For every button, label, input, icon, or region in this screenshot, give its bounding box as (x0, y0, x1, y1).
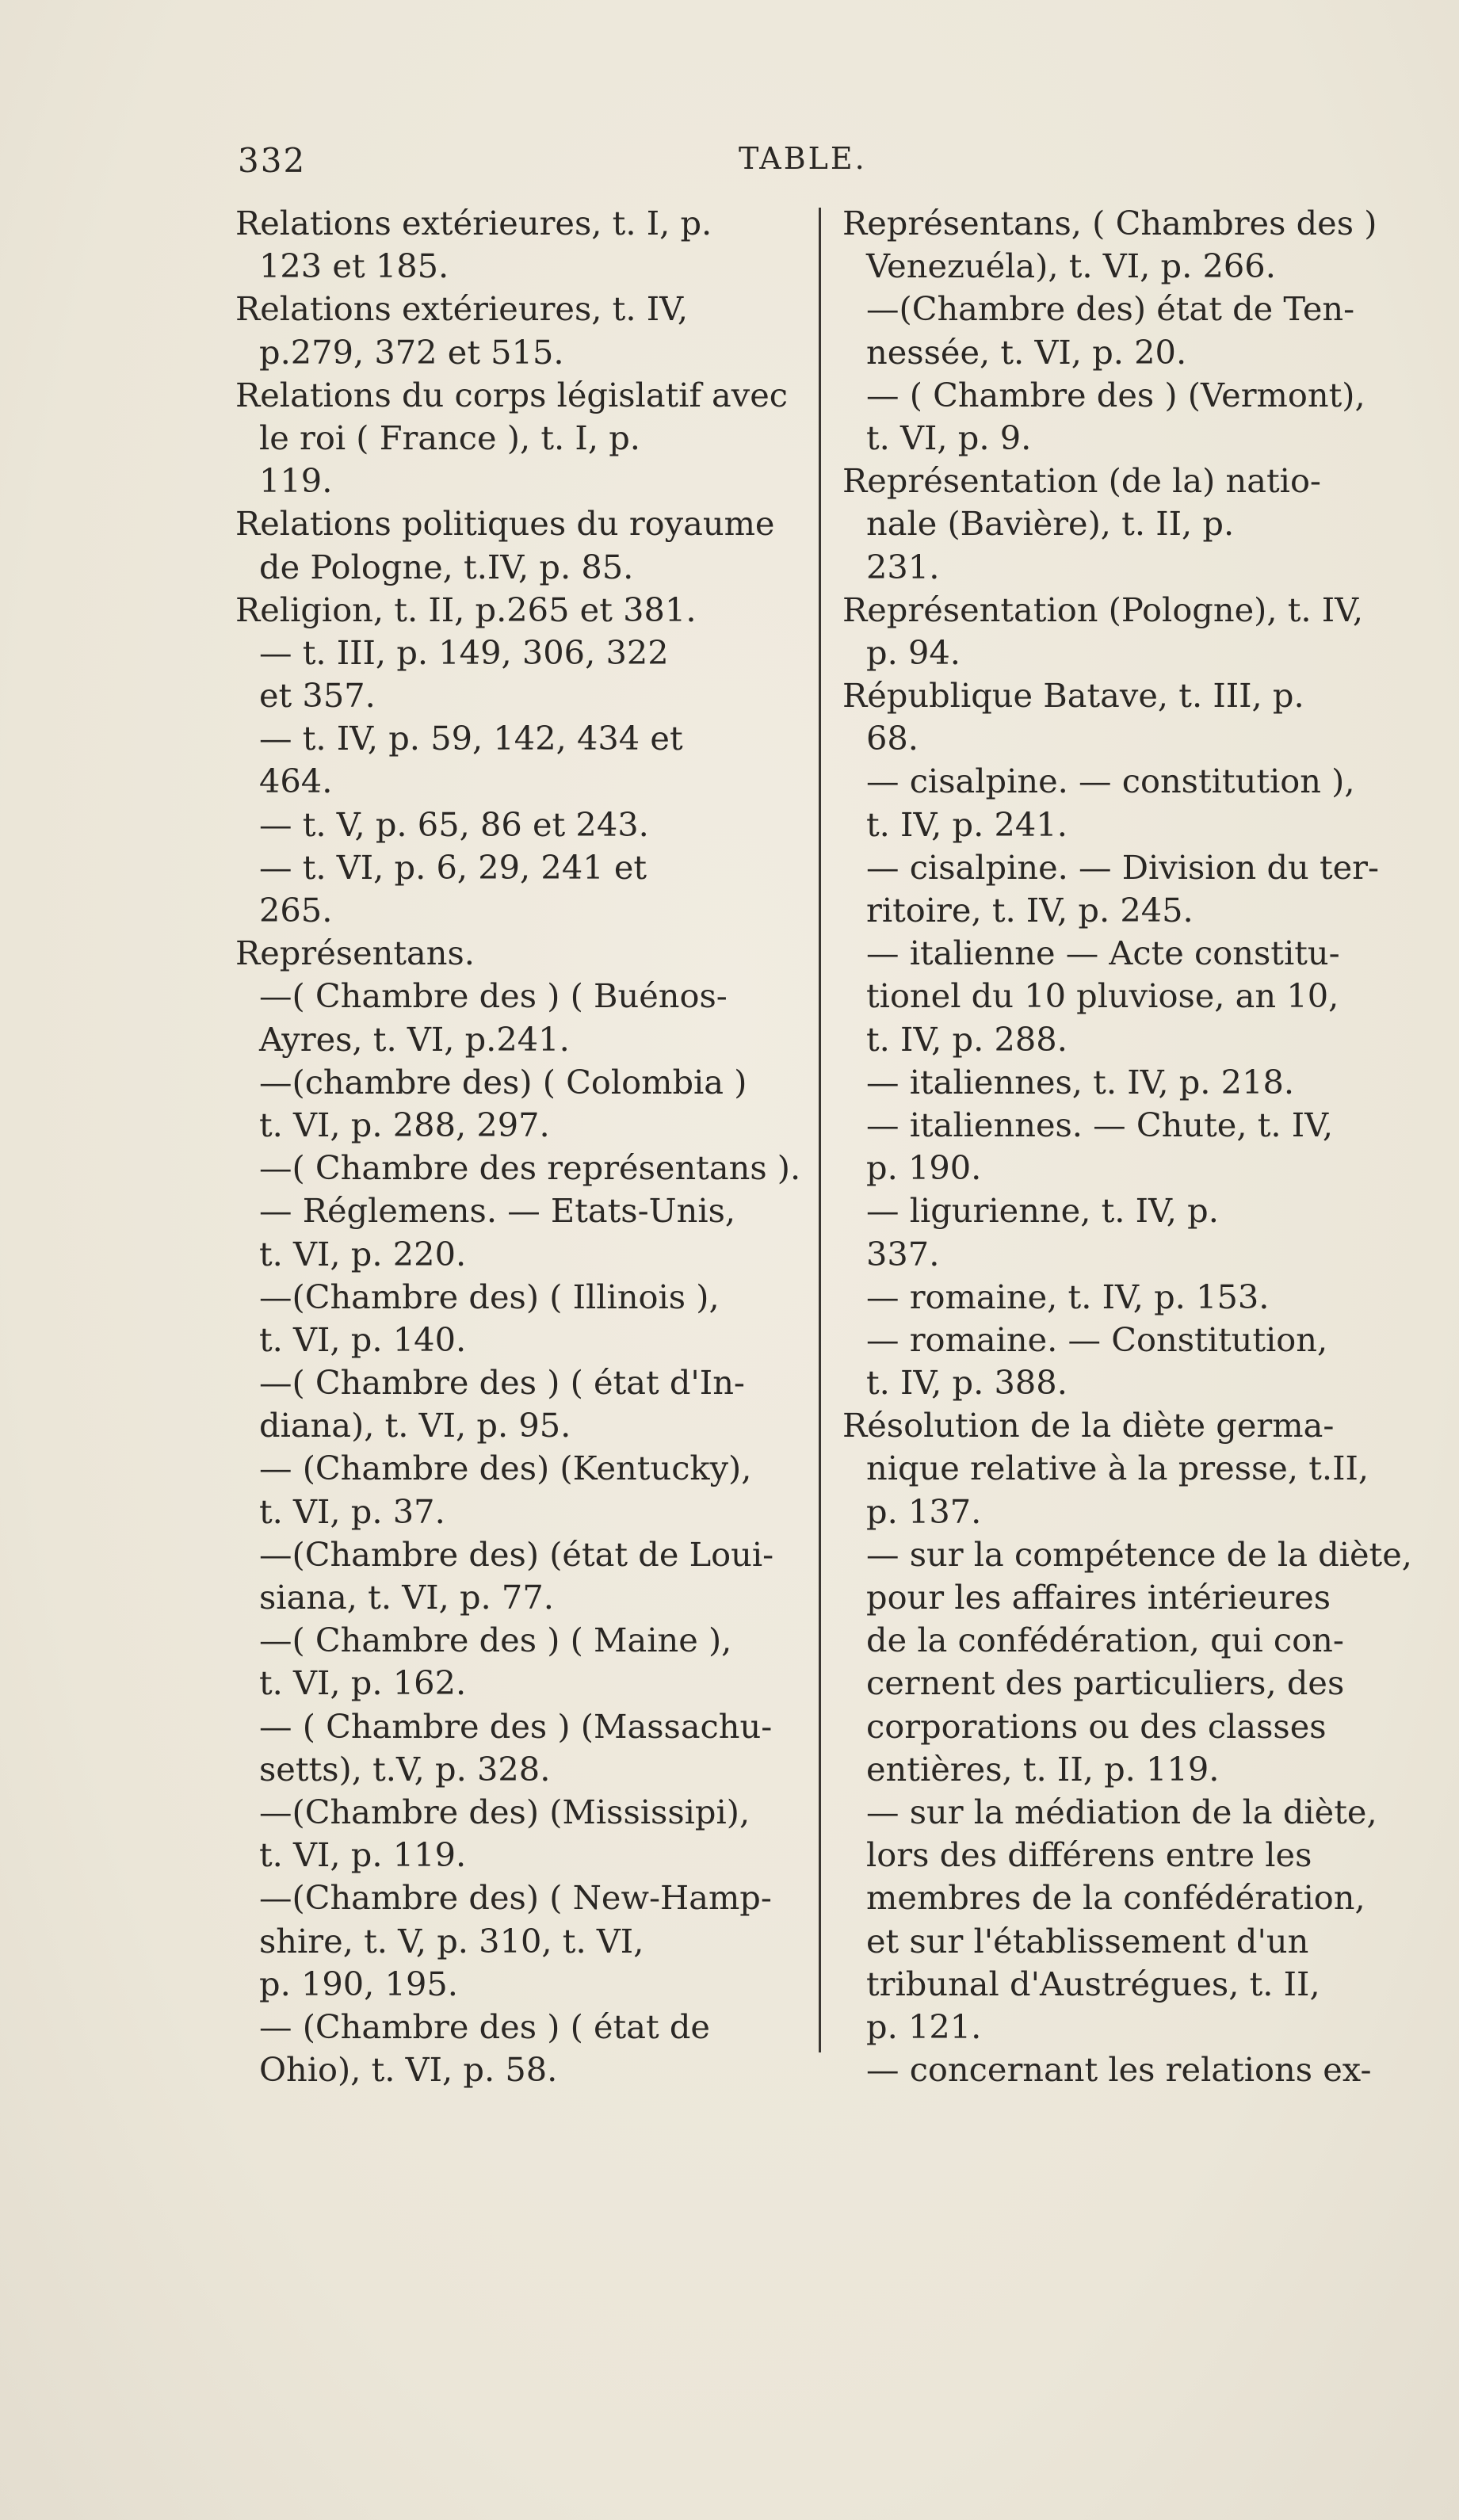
index-entry-line: Relations du corps législatif avec (235, 375, 789, 414)
index-entry-line: —(Chambre des) ( New-Hamp- (259, 1878, 772, 1918)
index-entry-line: p. 190. (866, 1148, 982, 1188)
index-entry-line: —(Chambre des) (état de Loui- (259, 1534, 774, 1574)
index-entry-line: Relations extérieures, t. I, p. (235, 204, 712, 242)
index-entry-line: 68. (866, 719, 919, 758)
index-entry-line: p. 137. (866, 1491, 982, 1531)
index-entry-line: Représentation (Pologne), t. IV, (842, 590, 1364, 629)
index-entry-line: Ayres, t. VI, p.241. (259, 1019, 570, 1059)
index-entry-line: pour les affaires intérieures (866, 1578, 1331, 1617)
index-entry-line: t. VI, p. 288, 297. (259, 1105, 550, 1144)
index-entry-line: —( Chambre des ) ( Maine ), (259, 1621, 732, 1660)
index-entry-line: 123 et 185. (259, 246, 449, 286)
index-entry-line: — ( Chambre des ) (Vermont), (866, 375, 1365, 414)
index-entry-line: t. VI, p. 220. (259, 1234, 467, 1273)
index-entry-line: cernent des particuliers, des (866, 1663, 1345, 1703)
index-entry-line: t. VI, p. 140. (259, 1319, 467, 1359)
index-entry-line: — ligurienne, t. IV, p. (866, 1191, 1219, 1231)
index-entry-line: —(chambre des) ( Colombia ) (259, 1062, 747, 1102)
index-entry-line: t. VI, p. 162. (259, 1663, 467, 1703)
index-entry-line: —(Chambre des) (Mississipi), (259, 1792, 751, 1831)
index-entry-line: — concernant les relations ex- (866, 2050, 1372, 2090)
index-entry-line: —(Chambre des) état de Ten- (866, 289, 1355, 329)
index-entry-line: — t. III, p. 149, 306, 322 (259, 632, 669, 672)
index-entry-line: — italienne — Acte constitu- (866, 934, 1340, 973)
index-entry-line: ritoire, t. IV, p. 245. (866, 891, 1194, 930)
index-entry-line: — cisalpine. — constitution ), (866, 762, 1355, 801)
index-entry-line: corporations ou des classes (866, 1706, 1327, 1746)
index-entry-line: — t. V, p. 65, 86 et 243. (259, 804, 649, 844)
index-entry-line: —( Chambre des ) ( Buénos- (259, 976, 728, 1016)
index-entry-line: — Réglemens. — Etats-Unis, (259, 1191, 736, 1231)
index-entry-line: — italiennes. — Chute, t. IV, (866, 1105, 1334, 1144)
index-entry-line: t. IV, p. 388. (866, 1363, 1068, 1403)
index-entry-line: 464. (259, 762, 333, 801)
index-entry-line: de Pologne, t.IV, p. 85. (259, 547, 634, 586)
index-entry-line: t. VI, p. 9. (866, 418, 1032, 457)
index-entry-line: nessée, t. VI, p. 20. (866, 332, 1187, 372)
index-entry-line: lors des différens entre les (866, 1835, 1312, 1875)
index-entry-line: Venezuéla), t. VI, p. 266. (866, 246, 1276, 286)
index-entry-line: Représentans, ( Chambres des ) (842, 204, 1377, 242)
index-entry-line: et 357. (259, 676, 376, 716)
index-entry-line: — t. VI, p. 6, 29, 241 et (259, 847, 647, 887)
index-entry-line: Résolution de la diète germa- (842, 1406, 1335, 1445)
index-entry-line: — sur la compétence de la diète, (866, 1534, 1412, 1574)
index-entry-line: — romaine, t. IV, p. 153. (866, 1277, 1270, 1316)
index-entry-line: entières, t. II, p. 119. (866, 1749, 1220, 1789)
index-entry-line: t. IV, p. 288. (866, 1019, 1068, 1059)
index-entry-line: nique relative à la presse, t.II, (866, 1449, 1369, 1488)
page-header (238, 141, 867, 189)
index-column-right (842, 202, 1421, 2091)
index-entry-line: République Batave, t. III, p. (842, 676, 1304, 716)
page-number: 332 (238, 141, 307, 180)
index-entry-line: — italiennes, t. IV, p. 218. (866, 1062, 1295, 1102)
index-entry-line: — t. IV, p. 59, 142, 434 et (259, 719, 683, 758)
running-title: TABLE. (739, 141, 867, 176)
index-entry-line: —(Chambre des) ( Illinois ), (259, 1277, 720, 1316)
index-entry-line: le roi ( France ), t. I, p. (259, 418, 640, 457)
index-entry-line: t. IV, p. 241. (866, 804, 1068, 844)
index-entry-line: membres de la confédération, (866, 1878, 1365, 1918)
index-entry-line: — (Chambre des) (Kentucky), (259, 1449, 752, 1488)
index-entry-line: shire, t. V, p. 310, t. VI, (259, 1921, 644, 1961)
column-divider (819, 208, 821, 2052)
index-entry-line: Relations politiques du royaume (235, 504, 775, 544)
index-entry-line: — romaine. — Constitution, (866, 1319, 1328, 1359)
index-entry-line: tionel du 10 pluviose, an 10, (866, 976, 1339, 1016)
index-entry-line: Représentation (de la) natio- (842, 461, 1321, 501)
index-entry-line: siana, t. VI, p. 77. (259, 1578, 554, 1617)
index-entry-line: — sur la médiation de la diète, (866, 1792, 1377, 1831)
index-entry-line: 337. (866, 1234, 940, 1273)
index-entry-line: setts), t.V, p. 328. (259, 1749, 551, 1789)
index-entry-line: — ( Chambre des ) (Massachu- (259, 1706, 773, 1746)
index-entry-line: Religion, t. II, p.265 et 381. (235, 590, 697, 629)
index-entry-line: t. VI, p. 119. (259, 1835, 467, 1875)
index-entry-line: nale (Bavière), t. II, p. (866, 504, 1235, 544)
index-entry-line: 119. (259, 461, 333, 501)
index-entry-line: et sur l'établissement d'un (866, 1921, 1309, 1961)
index-entry-line: de la confédération, qui con- (866, 1621, 1344, 1660)
index-entry-line: —( Chambre des représentans ). (259, 1148, 801, 1188)
index-entry-line: p. 121. (866, 2006, 982, 2046)
index-entry-line: tribunal d'Austrégues, t. II, (866, 1964, 1320, 2003)
index-entry-line: p. 190, 195. (259, 1964, 458, 2003)
index-entry-line: 231. (866, 547, 940, 586)
index-entry-line: — cisalpine. — Division du ter- (866, 847, 1380, 887)
index-entry-line: Ohio), t. VI, p. 58. (259, 2050, 558, 2090)
index-entry-line: t. VI, p. 37. (259, 1491, 445, 1531)
index-entry-line: p. 94. (866, 632, 961, 672)
index-entry-line: Relations extérieures, t. IV, (235, 289, 689, 329)
index-entry-line: p.279, 372 et 515. (259, 332, 564, 372)
index-entry-line: diana), t. VI, p. 95. (259, 1406, 571, 1445)
index-column-left (235, 202, 806, 2091)
index-entry-line: Représentans. (235, 934, 475, 973)
index-entry-line: — (Chambre des ) ( état de (259, 2006, 710, 2046)
index-entry-line: —( Chambre des ) ( état d'In- (259, 1363, 745, 1403)
index-entry-line: 265. (259, 891, 333, 930)
